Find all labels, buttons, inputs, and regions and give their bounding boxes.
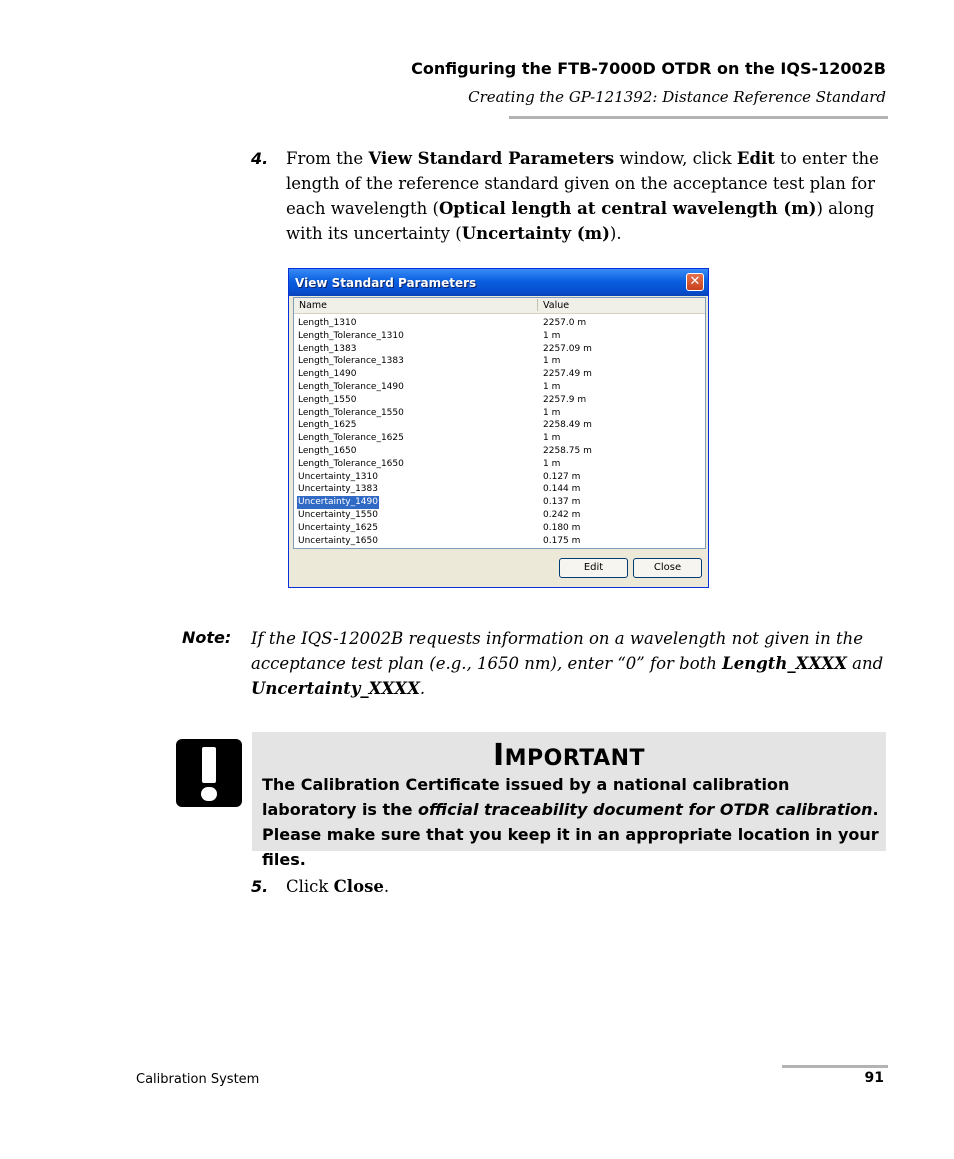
edit-button[interactable]: Edit bbox=[559, 558, 628, 578]
row-name: Uncertainty_1310 bbox=[298, 471, 378, 482]
row-value: 1 m bbox=[543, 407, 561, 418]
row-name: Length_Tolerance_1650 bbox=[298, 458, 404, 469]
close-ref: Close bbox=[333, 877, 384, 896]
row-value: 0.242 m bbox=[543, 510, 581, 520]
row-name: Length_1625 bbox=[298, 420, 357, 431]
note-label: Note: bbox=[182, 628, 232, 647]
list-header bbox=[294, 298, 705, 314]
optical-length-ref: Optical length at central wavelength (m) bbox=[438, 199, 817, 218]
header-title: Configuring the FTB-7000D OTDR on the IQS-12002B bbox=[411, 59, 886, 78]
table-row[interactable] bbox=[294, 355, 705, 368]
row-value: 1 m bbox=[543, 382, 561, 392]
view-standard-parameters-ref: View Standard Parameters bbox=[368, 149, 615, 168]
row-value: 1 m bbox=[543, 433, 561, 444]
column-header-name[interactable]: Name bbox=[299, 300, 328, 311]
important-text: The Calibration Certificate issued by a national calibration laboratory is the official traceability document for OTDR calibration. Please make sure that you keep it in an appropriate location in your files. bbox=[262, 775, 879, 869]
edit-ref: Edit bbox=[736, 149, 775, 168]
uncertainty-ref: Uncertainty (m) bbox=[461, 224, 610, 243]
row-name: Length_Tolerance_1383 bbox=[298, 356, 404, 367]
table-row[interactable] bbox=[294, 509, 705, 522]
table-row[interactable] bbox=[294, 458, 705, 471]
row-value: 1 m bbox=[543, 458, 561, 469]
view-standard-parameters-dialog bbox=[288, 268, 709, 588]
table-row[interactable] bbox=[294, 343, 705, 356]
row-name: Uncertainty_1650 bbox=[298, 535, 378, 546]
table-row[interactable] bbox=[294, 496, 705, 509]
header-subtitle: Creating the GP-121392: Distance Reference Standard bbox=[468, 88, 886, 106]
footer-section: Calibration System bbox=[136, 1072, 260, 1087]
table-row[interactable] bbox=[294, 432, 705, 445]
step-4-text: From the View Standard Parameters window, click Edit to enter the length of the reference standard given on the acceptance test plan for each wavelength (Optical length at central wavelength (m)) along with its uncertainty (Uncertainty (m)). bbox=[286, 149, 879, 243]
row-value: 0.144 m bbox=[543, 484, 581, 495]
header-rule bbox=[509, 116, 888, 119]
page-number: 91 bbox=[864, 1070, 884, 1086]
dialog-title: View Standard Parameters bbox=[295, 276, 477, 290]
row-name: Length_1310 bbox=[298, 318, 357, 328]
row-name: Length_1650 bbox=[298, 446, 357, 456]
row-name: Uncertainty_1383 bbox=[298, 484, 378, 495]
exclamation-icon bbox=[176, 739, 242, 807]
table-row[interactable] bbox=[294, 483, 705, 496]
row-value: 1 m bbox=[543, 330, 561, 341]
close-button[interactable]: Close bbox=[633, 558, 702, 578]
table-row[interactable] bbox=[294, 522, 705, 535]
row-name: Length_Tolerance_1310 bbox=[298, 330, 404, 341]
row-value: 2258.75 m bbox=[543, 446, 592, 456]
row-value: 2257.09 m bbox=[543, 343, 592, 354]
row-value: 2257.9 m bbox=[543, 394, 587, 405]
row-name: Uncertainty_1550 bbox=[298, 510, 378, 520]
row-name: Length_Tolerance_1550 bbox=[298, 407, 404, 418]
row-value: 2257.49 m bbox=[543, 369, 592, 380]
table-row[interactable] bbox=[294, 330, 705, 343]
table-row[interactable] bbox=[294, 407, 705, 420]
row-value: 1 m bbox=[543, 356, 561, 367]
table-row[interactable] bbox=[294, 317, 705, 330]
dialog-titlebar[interactable] bbox=[289, 269, 708, 296]
row-value: 0.127 m bbox=[543, 471, 581, 482]
table-row[interactable] bbox=[294, 381, 705, 394]
row-name: Length_1383 bbox=[298, 343, 357, 354]
parameters-list[interactable] bbox=[293, 297, 706, 549]
row-name: Length_1550 bbox=[298, 394, 357, 405]
row-value: 2258.49 m bbox=[543, 420, 592, 431]
step-4-number: 4. bbox=[251, 149, 269, 168]
row-value: 0.175 m bbox=[543, 535, 581, 546]
table-row[interactable] bbox=[294, 419, 705, 432]
row-value: 2257.0 m bbox=[543, 318, 587, 328]
row-name: Uncertainty_1490 bbox=[298, 497, 378, 508]
important-title: IMPORTANT bbox=[492, 738, 646, 773]
row-value: 0.180 m bbox=[543, 522, 581, 533]
important-callout bbox=[252, 732, 886, 869]
table-row[interactable] bbox=[294, 445, 705, 458]
table-row[interactable] bbox=[294, 471, 705, 484]
row-name: Length_Tolerance_1490 bbox=[298, 382, 404, 392]
step-5-text: Click Close. bbox=[286, 877, 390, 896]
table-row[interactable] bbox=[294, 394, 705, 407]
column-header-value[interactable]: Value bbox=[543, 300, 570, 311]
footer-rule bbox=[782, 1065, 888, 1068]
row-value: 0.137 m bbox=[543, 497, 581, 508]
close-icon[interactable]: ✕ bbox=[686, 273, 704, 291]
note-text: If the IQS-12002B requests information on a wavelength not given in the acceptance test plan (e.g., 1650 nm), enter “0” for both Length_XXXX and Uncertainty_XXXX. bbox=[251, 629, 884, 698]
row-name: Uncertainty_1625 bbox=[298, 522, 378, 533]
step-5-number: 5. bbox=[251, 877, 269, 896]
table-row[interactable] bbox=[294, 368, 705, 381]
row-name: Length_1490 bbox=[298, 369, 357, 380]
row-name: Length_Tolerance_1625 bbox=[298, 433, 404, 444]
table-row[interactable] bbox=[294, 535, 705, 548]
